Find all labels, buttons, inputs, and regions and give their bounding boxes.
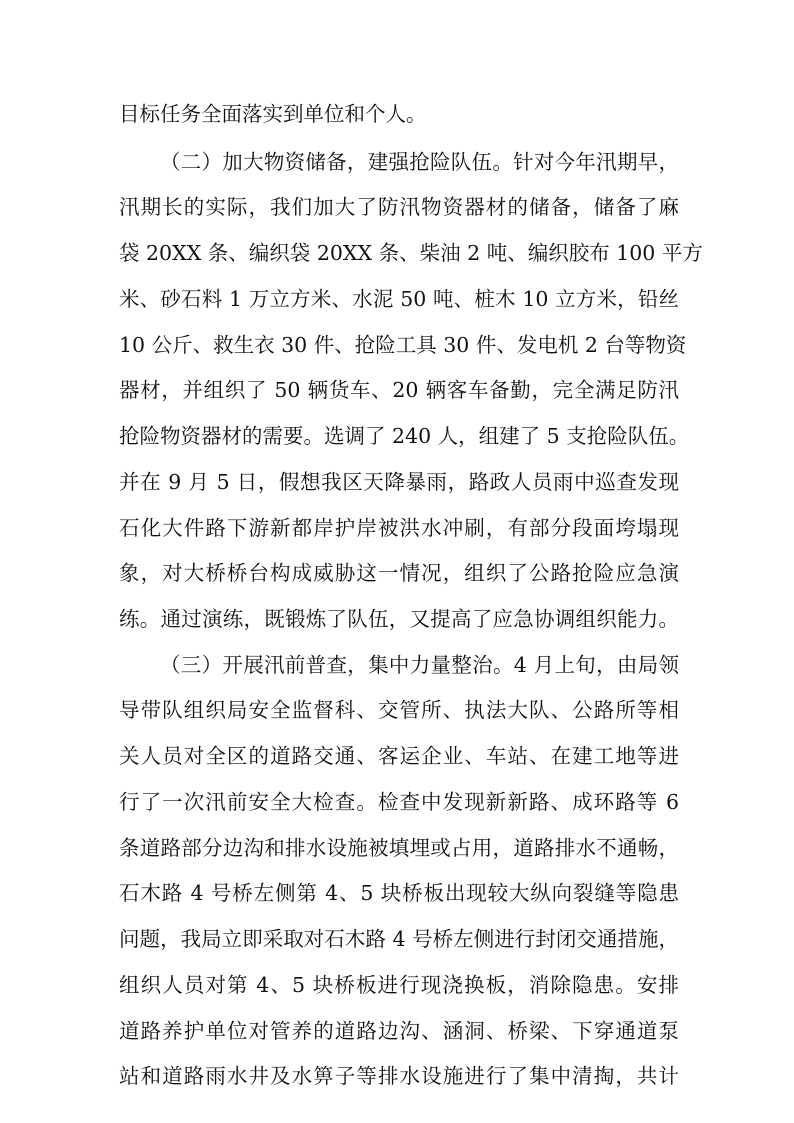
text-line-4: 袋 20XX 条、编织袋 20XX 条、柴油 2 吨、编织胶布 100 平方: [119, 241, 703, 265]
text-line-8: 抢险物资器材的需要。选调了 240 人，组建了 5 支抢险队伍。: [119, 424, 690, 448]
text-line-12: 练。通过演练，既锻炼了队伍，又提高了应急协调组织能力。: [119, 607, 679, 631]
text-line-6: 10 公斤、救生衣 30 件、抢险工具 30 件、发电机 2 台等物资: [119, 333, 687, 357]
text-line-14: 导带队组织局安全监督科、交管所、执法大队、公路所等相: [119, 698, 679, 722]
text-line-9: 并在 9 月 5 日，假想我区天降暴雨，路政人员雨中巡查发现: [119, 470, 679, 494]
text-line-21: 道路养护单位对管养的道路边沟、涵洞、桥梁、下穿通道泵: [119, 1019, 679, 1043]
section-three-heading-line: （三）开展汛前普查，集中力量整治。4 月上旬，由局领: [160, 653, 679, 677]
text-line-18: 石木路 4 号桥左侧第 4、5 块桥板出现较大纵向裂缝等隐患: [119, 881, 679, 905]
text-line-17: 条道路部分边沟和排水设施被填埋或占用，道路排水不通畅，: [119, 836, 679, 860]
text-line-3: 汛期长的实际，我们加大了防汛物资器材的储备，储备了麻: [119, 195, 679, 219]
section-two-heading-line: （二）加大物资储备，建强抢险队伍。针对今年汛期早，: [160, 150, 679, 174]
text-line-5: 米、砂石料 1 万立方米、水泥 50 吨、桩木 10 立方米，铅丝: [119, 287, 679, 311]
text-line-15: 关人员对全区的道路交通、客运企业、车站、在建工地等进: [119, 744, 679, 768]
text-line-20: 组织人员对第 4、5 块桥板进行现浇换板，消除隐患。安排: [119, 973, 679, 997]
text-line-11: 象，对大桥桥台构成威胁这一情况，组织了公路抢险应急演: [119, 561, 679, 585]
text-line-7: 器材，并组织了 50 辆货车、20 辆客车备勤，完全满足防汛: [119, 378, 679, 402]
text-line-19: 问题，我局立即采取对石木路 4 号桥左侧进行封闭交通措施，: [119, 927, 679, 951]
text-line-10: 石化大件路下游新都岸护岸被洪水冲刷，有部分段面垮塌现: [119, 516, 679, 540]
text-line-1: 目标任务全面落实到单位和个人。: [119, 102, 427, 126]
text-line-16: 行了一次汛前安全大检查。检查中发现新新路、成环路等 6: [119, 790, 679, 814]
text-line-22: 站和道路雨水井及水箅子等排水设施进行了集中清掏，共计: [119, 1064, 679, 1088]
